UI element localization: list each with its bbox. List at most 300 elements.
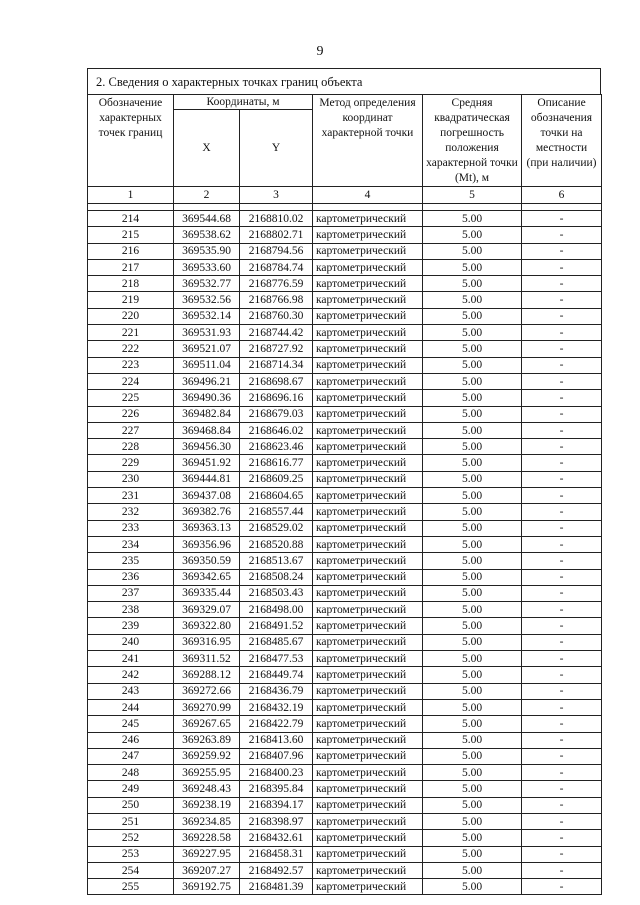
y-coordinate-cell: 2168432.61 xyxy=(240,830,313,846)
table-row xyxy=(88,716,602,732)
accuracy-cell: 5.00 xyxy=(423,781,522,797)
x-coordinate-cell: 369532.77 xyxy=(174,276,240,292)
description-cell: - xyxy=(522,569,602,585)
method-cell: картометрический xyxy=(313,471,423,487)
x-coordinate-cell: 369496.21 xyxy=(174,373,240,389)
table-row xyxy=(88,390,602,406)
y-coordinate-cell: 2168436.79 xyxy=(240,683,313,699)
spacer-row xyxy=(88,204,602,211)
x-coordinate-cell: 369382.76 xyxy=(174,504,240,520)
y-coordinate-cell: 2168776.59 xyxy=(240,276,313,292)
table-row xyxy=(88,243,602,259)
accuracy-cell: 5.00 xyxy=(423,634,522,650)
accuracy-cell: 5.00 xyxy=(423,504,522,520)
x-coordinate-cell: 369234.85 xyxy=(174,813,240,829)
point-id-cell: 220 xyxy=(88,308,174,324)
accuracy-cell: 5.00 xyxy=(423,211,522,227)
point-id-cell: 228 xyxy=(88,439,174,455)
point-id-cell: 253 xyxy=(88,846,174,862)
method-cell: картометрический xyxy=(313,341,423,357)
table-row xyxy=(88,308,602,324)
x-coordinate-cell: 369329.07 xyxy=(174,602,240,618)
table-row xyxy=(88,439,602,455)
y-coordinate-cell: 2168513.67 xyxy=(240,553,313,569)
accuracy-cell: 5.00 xyxy=(423,748,522,764)
description-cell: - xyxy=(522,471,602,487)
x-coordinate-cell: 369288.12 xyxy=(174,667,240,683)
table-row xyxy=(88,357,602,373)
accuracy-cell: 5.00 xyxy=(423,536,522,552)
x-coordinate-cell: 369444.81 xyxy=(174,471,240,487)
description-cell: - xyxy=(522,243,602,259)
y-coordinate-cell: 2168623.46 xyxy=(240,439,313,455)
method-cell: картометрический xyxy=(313,308,423,324)
description-cell: - xyxy=(522,520,602,536)
x-coordinate-cell: 369248.43 xyxy=(174,781,240,797)
point-id-cell: 236 xyxy=(88,569,174,585)
point-id-cell: 254 xyxy=(88,862,174,878)
y-coordinate-cell: 2168616.77 xyxy=(240,455,313,471)
x-coordinate-cell: 369490.36 xyxy=(174,390,240,406)
description-cell: - xyxy=(522,830,602,846)
y-coordinate-cell: 2168400.23 xyxy=(240,765,313,781)
x-coordinate-cell: 369535.90 xyxy=(174,243,240,259)
point-id-cell: 248 xyxy=(88,765,174,781)
table-row xyxy=(88,846,602,862)
description-cell: - xyxy=(522,618,602,634)
description-cell: - xyxy=(522,797,602,813)
table-row xyxy=(88,569,602,585)
description-cell: - xyxy=(522,292,602,308)
x-coordinate-cell: 369521.07 xyxy=(174,341,240,357)
accuracy-cell: 5.00 xyxy=(423,373,522,389)
point-id-cell: 225 xyxy=(88,390,174,406)
description-cell: - xyxy=(522,259,602,275)
description-cell: - xyxy=(522,373,602,389)
point-id-cell: 230 xyxy=(88,471,174,487)
point-id-cell: 252 xyxy=(88,830,174,846)
y-coordinate-cell: 2168432.19 xyxy=(240,699,313,715)
y-coordinate-cell: 2168679.03 xyxy=(240,406,313,422)
description-cell: - xyxy=(522,325,602,341)
accuracy-cell: 5.00 xyxy=(423,585,522,601)
point-id-cell: 221 xyxy=(88,325,174,341)
accuracy-cell: 5.00 xyxy=(423,357,522,373)
method-cell: картометрический xyxy=(313,618,423,634)
point-id-cell: 250 xyxy=(88,797,174,813)
accuracy-cell: 5.00 xyxy=(423,292,522,308)
description-cell: - xyxy=(522,765,602,781)
method-cell: картометрический xyxy=(313,357,423,373)
y-coordinate-cell: 2168398.97 xyxy=(240,813,313,829)
accuracy-cell: 5.00 xyxy=(423,797,522,813)
method-cell: картометрический xyxy=(313,422,423,438)
y-coordinate-cell: 2168407.96 xyxy=(240,748,313,764)
method-cell: картометрический xyxy=(313,830,423,846)
description-cell: - xyxy=(522,683,602,699)
accuracy-cell: 5.00 xyxy=(423,846,522,862)
method-cell: картометрический xyxy=(313,536,423,552)
table-row xyxy=(88,765,602,781)
table-row xyxy=(88,536,602,552)
point-id-cell: 215 xyxy=(88,227,174,243)
point-id-cell: 245 xyxy=(88,716,174,732)
description-cell: - xyxy=(522,748,602,764)
description-cell: - xyxy=(522,504,602,520)
description-cell: - xyxy=(522,699,602,715)
point-id-cell: 233 xyxy=(88,520,174,536)
point-id-cell: 224 xyxy=(88,373,174,389)
table-row xyxy=(88,504,602,520)
y-coordinate-cell: 2168394.17 xyxy=(240,797,313,813)
accuracy-cell: 5.00 xyxy=(423,406,522,422)
description-cell: - xyxy=(522,716,602,732)
table-row xyxy=(88,471,602,487)
y-coordinate-cell: 2168503.43 xyxy=(240,585,313,601)
x-coordinate-cell: 369263.89 xyxy=(174,732,240,748)
accuracy-cell: 5.00 xyxy=(423,422,522,438)
x-coordinate-cell: 369531.93 xyxy=(174,325,240,341)
method-cell: картометрический xyxy=(313,846,423,862)
x-coordinate-cell: 369227.95 xyxy=(174,846,240,862)
y-coordinate-cell: 2168727.92 xyxy=(240,341,313,357)
description-cell: - xyxy=(522,634,602,650)
description-cell: - xyxy=(522,846,602,862)
description-cell: - xyxy=(522,879,602,895)
method-cell: картометрический xyxy=(313,765,423,781)
method-cell: картометрический xyxy=(313,569,423,585)
method-cell: картометрический xyxy=(313,585,423,601)
x-coordinate-cell: 369356.96 xyxy=(174,536,240,552)
description-cell: - xyxy=(522,488,602,504)
point-id-cell: 217 xyxy=(88,259,174,275)
table-row xyxy=(88,276,602,292)
point-id-cell: 241 xyxy=(88,651,174,667)
table-row xyxy=(88,585,602,601)
method-cell: картометрический xyxy=(313,373,423,389)
y-coordinate-cell: 2168508.24 xyxy=(240,569,313,585)
method-cell: картометрический xyxy=(313,879,423,895)
table-row xyxy=(88,520,602,536)
description-cell: - xyxy=(522,781,602,797)
table-row xyxy=(88,732,602,748)
method-cell: картометрический xyxy=(313,602,423,618)
description-cell: - xyxy=(522,455,602,471)
point-id-cell: 234 xyxy=(88,536,174,552)
column-number: 6 xyxy=(522,187,602,204)
header-y: Y xyxy=(240,110,313,187)
x-coordinate-cell: 369532.14 xyxy=(174,308,240,324)
accuracy-cell: 5.00 xyxy=(423,732,522,748)
method-cell: картометрический xyxy=(313,276,423,292)
x-coordinate-cell: 369267.65 xyxy=(174,716,240,732)
accuracy-cell: 5.00 xyxy=(423,471,522,487)
description-cell: - xyxy=(522,667,602,683)
x-coordinate-cell: 369532.56 xyxy=(174,292,240,308)
point-id-cell: 226 xyxy=(88,406,174,422)
method-cell: картометрический xyxy=(313,325,423,341)
header-method: Метод определения координат характерной точки xyxy=(313,95,423,187)
y-coordinate-cell: 2168449.74 xyxy=(240,667,313,683)
method-cell: картометрический xyxy=(313,488,423,504)
accuracy-cell: 5.00 xyxy=(423,455,522,471)
column-number-row xyxy=(88,187,602,204)
x-coordinate-cell: 369451.92 xyxy=(174,455,240,471)
point-id-cell: 218 xyxy=(88,276,174,292)
column-number: 1 xyxy=(88,187,174,204)
table-row xyxy=(88,699,602,715)
section-title: 2. Сведения о характерных точках границ объекта xyxy=(96,75,363,89)
accuracy-cell: 5.00 xyxy=(423,651,522,667)
x-coordinate-cell: 369270.99 xyxy=(174,699,240,715)
description-cell: - xyxy=(522,422,602,438)
accuracy-cell: 5.00 xyxy=(423,699,522,715)
y-coordinate-cell: 2168698.67 xyxy=(240,373,313,389)
accuracy-cell: 5.00 xyxy=(423,553,522,569)
point-id-cell: 235 xyxy=(88,553,174,569)
column-number: 3 xyxy=(240,187,313,204)
point-id-cell: 242 xyxy=(88,667,174,683)
accuracy-cell: 5.00 xyxy=(423,879,522,895)
y-coordinate-cell: 2168458.31 xyxy=(240,846,313,862)
table-row xyxy=(88,602,602,618)
y-coordinate-cell: 2168604.65 xyxy=(240,488,313,504)
point-id-cell: 222 xyxy=(88,341,174,357)
method-cell: картометрический xyxy=(313,651,423,667)
description-cell: - xyxy=(522,211,602,227)
x-coordinate-cell: 369259.92 xyxy=(174,748,240,764)
y-coordinate-cell: 2168810.02 xyxy=(240,211,313,227)
table-row xyxy=(88,830,602,846)
accuracy-cell: 5.00 xyxy=(423,618,522,634)
y-coordinate-cell: 2168422.79 xyxy=(240,716,313,732)
column-number: 4 xyxy=(313,187,423,204)
x-coordinate-cell: 369311.52 xyxy=(174,651,240,667)
y-coordinate-cell: 2168498.00 xyxy=(240,602,313,618)
table-row xyxy=(88,862,602,878)
x-coordinate-cell: 369255.95 xyxy=(174,765,240,781)
point-id-cell: 237 xyxy=(88,585,174,601)
table-row xyxy=(88,373,602,389)
table-row xyxy=(88,748,602,764)
point-id-cell: 223 xyxy=(88,357,174,373)
point-id-cell: 240 xyxy=(88,634,174,650)
accuracy-cell: 5.00 xyxy=(423,276,522,292)
x-coordinate-cell: 369538.62 xyxy=(174,227,240,243)
y-coordinate-cell: 2168784.74 xyxy=(240,259,313,275)
description-cell: - xyxy=(522,602,602,618)
table-header xyxy=(88,95,602,211)
header-point: Обозначение характерных точек границ xyxy=(88,95,174,187)
y-coordinate-cell: 2168802.71 xyxy=(240,227,313,243)
accuracy-cell: 5.00 xyxy=(423,308,522,324)
x-coordinate-cell: 369228.58 xyxy=(174,830,240,846)
table-row xyxy=(88,259,602,275)
boundary-points-table xyxy=(87,94,602,895)
column-number: 2 xyxy=(174,187,240,204)
y-coordinate-cell: 2168794.56 xyxy=(240,243,313,259)
description-cell: - xyxy=(522,585,602,601)
method-cell: картометрический xyxy=(313,390,423,406)
method-cell: картометрический xyxy=(313,259,423,275)
accuracy-cell: 5.00 xyxy=(423,716,522,732)
accuracy-cell: 5.00 xyxy=(423,683,522,699)
description-cell: - xyxy=(522,406,602,422)
description-cell: - xyxy=(522,536,602,552)
point-id-cell: 229 xyxy=(88,455,174,471)
y-coordinate-cell: 2168766.98 xyxy=(240,292,313,308)
table-row xyxy=(88,406,602,422)
header-accuracy: Средняя квадратическая погрешность положения характерной точки (Mt), м xyxy=(423,95,522,187)
description-cell: - xyxy=(522,308,602,324)
method-cell: картометрический xyxy=(313,406,423,422)
description-cell: - xyxy=(522,813,602,829)
table-row xyxy=(88,813,602,829)
y-coordinate-cell: 2168744.42 xyxy=(240,325,313,341)
x-coordinate-cell: 369207.27 xyxy=(174,862,240,878)
point-id-cell: 231 xyxy=(88,488,174,504)
table-row xyxy=(88,618,602,634)
header-x: X xyxy=(174,110,240,187)
accuracy-cell: 5.00 xyxy=(423,439,522,455)
description-cell: - xyxy=(522,732,602,748)
method-cell: картометрический xyxy=(313,781,423,797)
accuracy-cell: 5.00 xyxy=(423,602,522,618)
x-coordinate-cell: 369316.95 xyxy=(174,634,240,650)
table-row xyxy=(88,227,602,243)
x-coordinate-cell: 369437.08 xyxy=(174,488,240,504)
table-row xyxy=(88,455,602,471)
method-cell: картометрический xyxy=(313,211,423,227)
x-coordinate-cell: 369192.75 xyxy=(174,879,240,895)
description-cell: - xyxy=(522,862,602,878)
y-coordinate-cell: 2168760.30 xyxy=(240,308,313,324)
accuracy-cell: 5.00 xyxy=(423,259,522,275)
method-cell: картометрический xyxy=(313,683,423,699)
description-cell: - xyxy=(522,227,602,243)
description-cell: - xyxy=(522,390,602,406)
method-cell: картометрический xyxy=(313,455,423,471)
y-coordinate-cell: 2168646.02 xyxy=(240,422,313,438)
point-id-cell: 246 xyxy=(88,732,174,748)
y-coordinate-cell: 2168714.34 xyxy=(240,357,313,373)
y-coordinate-cell: 2168492.57 xyxy=(240,862,313,878)
y-coordinate-cell: 2168485.67 xyxy=(240,634,313,650)
point-id-cell: 216 xyxy=(88,243,174,259)
point-id-cell: 243 xyxy=(88,683,174,699)
accuracy-cell: 5.00 xyxy=(423,520,522,536)
description-cell: - xyxy=(522,553,602,569)
method-cell: картометрический xyxy=(313,667,423,683)
description-cell: - xyxy=(522,341,602,357)
y-coordinate-cell: 2168696.16 xyxy=(240,390,313,406)
x-coordinate-cell: 369363.13 xyxy=(174,520,240,536)
table-row xyxy=(88,667,602,683)
method-cell: картометрический xyxy=(313,292,423,308)
table-row xyxy=(88,781,602,797)
y-coordinate-cell: 2168529.02 xyxy=(240,520,313,536)
point-id-cell: 239 xyxy=(88,618,174,634)
method-cell: картометрический xyxy=(313,439,423,455)
point-id-cell: 232 xyxy=(88,504,174,520)
accuracy-cell: 5.00 xyxy=(423,667,522,683)
accuracy-cell: 5.00 xyxy=(423,569,522,585)
table-row xyxy=(88,683,602,699)
y-coordinate-cell: 2168413.60 xyxy=(240,732,313,748)
method-cell: картометрический xyxy=(313,553,423,569)
x-coordinate-cell: 369272.66 xyxy=(174,683,240,699)
x-coordinate-cell: 369342.65 xyxy=(174,569,240,585)
table-row xyxy=(88,488,602,504)
table-row xyxy=(88,553,602,569)
x-coordinate-cell: 369335.44 xyxy=(174,585,240,601)
point-id-cell: 249 xyxy=(88,781,174,797)
method-cell: картометрический xyxy=(313,634,423,650)
description-cell: - xyxy=(522,651,602,667)
method-cell: картометрический xyxy=(313,813,423,829)
y-coordinate-cell: 2168477.53 xyxy=(240,651,313,667)
method-cell: картометрический xyxy=(313,227,423,243)
table-row xyxy=(88,341,602,357)
x-coordinate-cell: 369350.59 xyxy=(174,553,240,569)
accuracy-cell: 5.00 xyxy=(423,243,522,259)
y-coordinate-cell: 2168520.88 xyxy=(240,536,313,552)
y-coordinate-cell: 2168609.25 xyxy=(240,471,313,487)
accuracy-cell: 5.00 xyxy=(423,862,522,878)
y-coordinate-cell: 2168395.84 xyxy=(240,781,313,797)
y-coordinate-cell: 2168557.44 xyxy=(240,504,313,520)
x-coordinate-cell: 369482.84 xyxy=(174,406,240,422)
method-cell: картометрический xyxy=(313,504,423,520)
accuracy-cell: 5.00 xyxy=(423,227,522,243)
method-cell: картометрический xyxy=(313,748,423,764)
table-body xyxy=(88,211,602,895)
table-row xyxy=(88,325,602,341)
table-row xyxy=(88,797,602,813)
table-row xyxy=(88,651,602,667)
y-coordinate-cell: 2168481.39 xyxy=(240,879,313,895)
description-cell: - xyxy=(522,357,602,373)
table-row xyxy=(88,422,602,438)
x-coordinate-cell: 369533.60 xyxy=(174,259,240,275)
point-id-cell: 214 xyxy=(88,211,174,227)
point-id-cell: 255 xyxy=(88,879,174,895)
x-coordinate-cell: 369322.80 xyxy=(174,618,240,634)
accuracy-cell: 5.00 xyxy=(423,325,522,341)
method-cell: картометрический xyxy=(313,732,423,748)
page-number: 9 xyxy=(316,44,324,59)
point-id-cell: 227 xyxy=(88,422,174,438)
x-coordinate-cell: 369238.19 xyxy=(174,797,240,813)
accuracy-cell: 5.00 xyxy=(423,813,522,829)
table-row xyxy=(88,634,602,650)
method-cell: картометрический xyxy=(313,243,423,259)
accuracy-cell: 5.00 xyxy=(423,341,522,357)
column-number: 5 xyxy=(423,187,522,204)
x-coordinate-cell: 369456.30 xyxy=(174,439,240,455)
table-row xyxy=(88,211,602,227)
accuracy-cell: 5.00 xyxy=(423,830,522,846)
x-coordinate-cell: 369468.84 xyxy=(174,422,240,438)
point-id-cell: 244 xyxy=(88,699,174,715)
method-cell: картометрический xyxy=(313,862,423,878)
y-coordinate-cell: 2168491.52 xyxy=(240,618,313,634)
point-id-cell: 238 xyxy=(88,602,174,618)
method-cell: картометрический xyxy=(313,716,423,732)
point-id-cell: 247 xyxy=(88,748,174,764)
table-row xyxy=(88,879,602,895)
accuracy-cell: 5.00 xyxy=(423,488,522,504)
